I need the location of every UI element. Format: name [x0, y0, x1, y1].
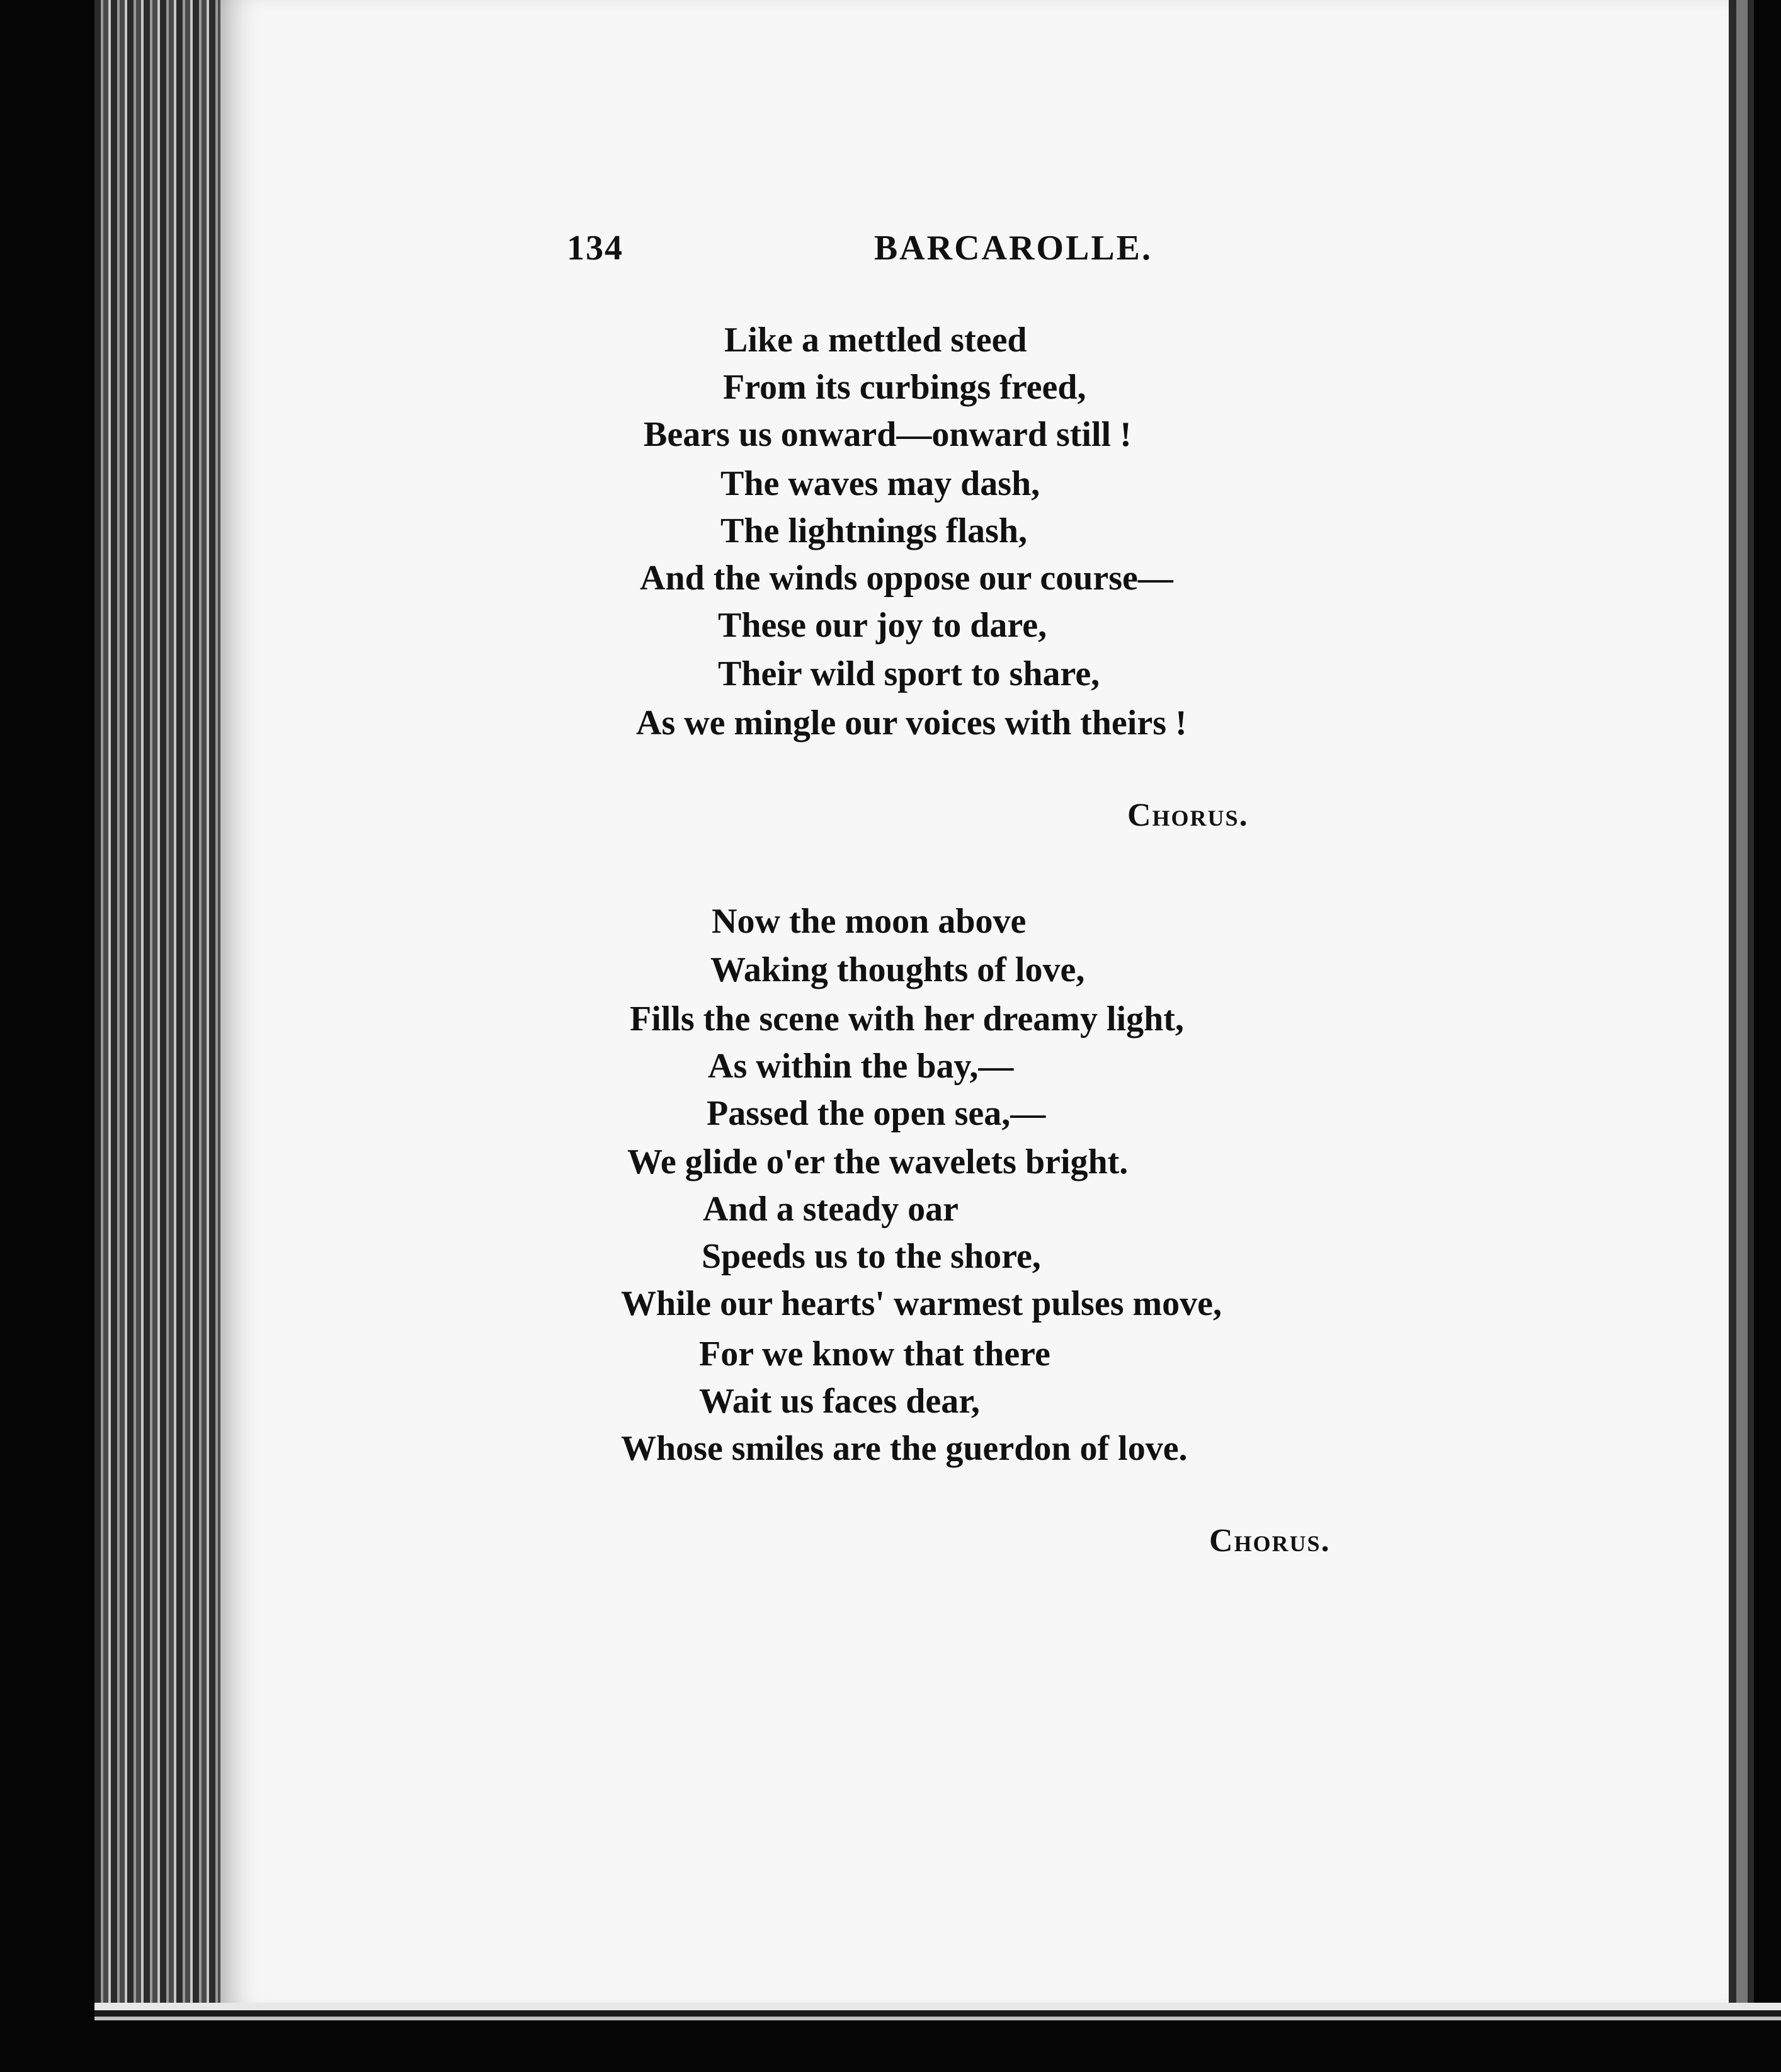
verse-line: While our hearts' warmest pulses move, [621, 1284, 1222, 1323]
chorus-label: Chorus. [1209, 1523, 1331, 1559]
verse-line: Their wild sport to share, [718, 654, 1100, 693]
verse-line: Whose smiles are the guerdon of love. [621, 1429, 1188, 1468]
bottom-page-edge [94, 2003, 1781, 2072]
running-head [567, 228, 1152, 272]
verse-line: The waves may dash, [720, 464, 1040, 503]
verse-line: Passed the open sea,— [707, 1094, 1046, 1133]
verse-line: For we know that there [699, 1335, 1050, 1374]
verse-line: As we mingle our voices with theirs ! [636, 703, 1187, 743]
verse-line: As within the bay,— [708, 1047, 1014, 1086]
page-number: 134 [567, 229, 623, 268]
right-binding [1729, 0, 1754, 2071]
verse-line: These our joy to dare, [718, 606, 1047, 645]
verse-line: Speeds us to the shore, [702, 1237, 1041, 1276]
verse-line: And a steady oar [703, 1190, 959, 1229]
verse-line: Fills the scene with her dreamy light, [630, 999, 1184, 1039]
verse-line: Like a mettled steed [724, 321, 1027, 360]
verse-line: Waking thoughts of love, [710, 950, 1085, 989]
verse-line: And the winds oppose our course— [640, 559, 1173, 598]
verse-line: The lightnings flash, [720, 511, 1028, 550]
verse-line: Now the moon above [712, 902, 1027, 941]
verse-line: We glide o'er the wavelets bright. [627, 1142, 1129, 1181]
verse-line: Wait us faces dear, [699, 1382, 980, 1421]
chorus-label: Chorus. [1127, 797, 1249, 833]
verse-line: From its curbings freed, [723, 368, 1086, 407]
verse-line: Bears us onward—onward still ! [644, 415, 1132, 454]
page-title: BARCAROLLE. [873, 229, 1152, 268]
